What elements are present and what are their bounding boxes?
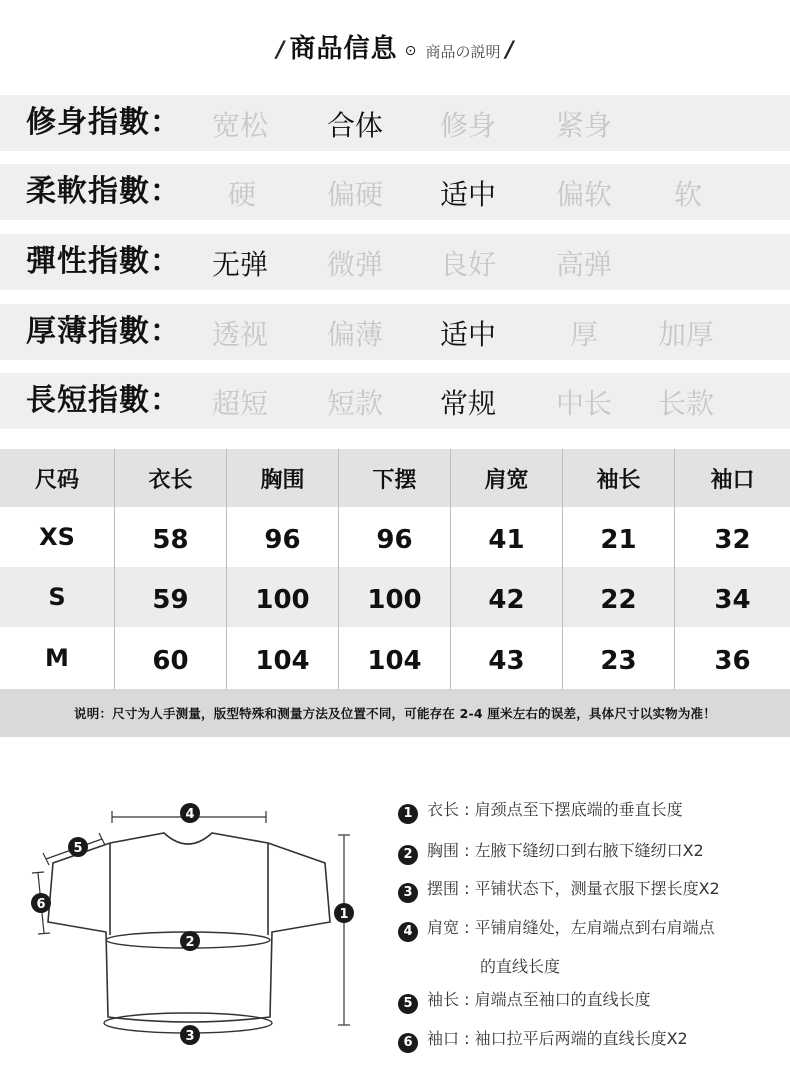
- index-label: 彈性指數：: [26, 244, 181, 279]
- shirt-measurement-diagram: [28, 795, 358, 1060]
- table-cell: 36: [714, 646, 751, 676]
- thickness-index-row: [0, 304, 790, 360]
- table-cell: 43: [451, 627, 563, 689]
- index-label: 厚薄指數：: [26, 314, 181, 349]
- table-cell: 21: [563, 507, 675, 567]
- circle-dot-icon: ⊙: [404, 43, 417, 59]
- index-option-selected: 常规: [440, 387, 497, 420]
- index-option: 高弹: [556, 248, 613, 281]
- marker-4-icon: [180, 803, 200, 823]
- index-option: 软: [674, 178, 703, 211]
- table-cell: 96: [227, 507, 339, 567]
- index-option: 良好: [440, 248, 497, 281]
- table-row: [0, 567, 790, 627]
- table-row: [0, 627, 790, 689]
- index-option: 短款: [327, 387, 384, 420]
- index-option: 修身: [440, 109, 497, 142]
- marker-1-icon: [334, 903, 354, 923]
- number-4-icon: 4: [398, 922, 418, 942]
- page-subtitle: 商品の説明: [425, 43, 501, 61]
- svg-text:5: 5: [73, 841, 83, 856]
- legend-name: 袖长: [427, 990, 460, 1009]
- tshirt-outline-icon: [48, 833, 330, 1022]
- table-cell: 42: [451, 567, 563, 627]
- legend-name: 胸围: [427, 841, 460, 860]
- index-option: 硬: [228, 178, 257, 211]
- index-option-selected: 无弹: [212, 248, 269, 281]
- table-cell: 100: [339, 567, 451, 627]
- index-option: 微弹: [327, 248, 384, 281]
- index-label: 修身指數：: [26, 105, 181, 140]
- svg-text:3: 3: [185, 1029, 195, 1044]
- index-option: 加厚: [658, 318, 715, 351]
- legend-item: 4 肩宽 : 平铺肩缝处，左肩端点到右肩端点 的直线长度: [398, 915, 778, 977]
- page-title: 商品信息: [289, 34, 398, 64]
- table-cell: 32: [714, 525, 751, 555]
- legend-desc: 袖口拉平后两端的直线长度X2: [474, 1029, 688, 1048]
- svg-text:2: 2: [185, 935, 195, 950]
- table-cell: S: [0, 567, 115, 627]
- index-label: 長短指數：: [26, 383, 181, 418]
- table-header-row: [0, 449, 790, 507]
- legend-name: 肩宽: [427, 918, 460, 937]
- legend-desc: 平铺状态下，测量衣服下摆长度X2: [474, 879, 720, 898]
- legend-item: 3 摆围 : 平铺状态下，测量衣服下摆长度X2: [398, 876, 778, 903]
- legend-desc: 肩端点至袖口的直线长度: [474, 990, 651, 1009]
- table-cell: 22: [563, 567, 675, 627]
- table-header-cell: 胸围: [227, 449, 339, 507]
- table-header-cell: 肩宽: [451, 449, 563, 507]
- legend-name: 袖口: [427, 1029, 460, 1048]
- table-header-cell: 袖长: [563, 449, 675, 507]
- table-cell: 58: [115, 507, 227, 567]
- table-cell: M: [0, 627, 115, 689]
- index-label: 柔軟指數：: [26, 174, 181, 209]
- table-cell: 104: [227, 627, 339, 689]
- marker-6-icon: [31, 893, 51, 913]
- index-option: 厚: [570, 318, 599, 351]
- table-header-cell: 衣长: [115, 449, 227, 507]
- page-header: [0, 28, 790, 65]
- legend-item: 2 胸围 : 左腋下缝纫口到右腋下缝纫口X2: [398, 838, 778, 865]
- length-index-row: [0, 373, 790, 429]
- index-option: 长款: [658, 387, 715, 420]
- legend-item: 5 袖长 : 肩端点至袖口的直线长度: [398, 987, 778, 1014]
- number-5-icon: 5: [398, 994, 418, 1014]
- table-cell: 41: [451, 507, 563, 567]
- number-6-icon: 6: [398, 1033, 418, 1053]
- legend-desc: 平铺肩缝处，左肩端点到右肩端点: [474, 918, 715, 937]
- table-cell: 104: [339, 627, 451, 689]
- index-option-selected: 合体: [327, 109, 384, 142]
- index-option: 偏硬: [327, 178, 384, 211]
- marker-3-icon: [180, 1025, 200, 1045]
- elasticity-index-row: [0, 234, 790, 290]
- index-option: 超短: [212, 387, 269, 420]
- table-row: [0, 507, 790, 567]
- legend-desc-continued: 的直线长度: [480, 957, 561, 976]
- index-option: 宽松: [212, 109, 269, 142]
- marker-5-icon: [68, 837, 88, 857]
- legend-desc: 左腋下缝纫口到右腋下缝纫口X2: [474, 841, 704, 860]
- index-option: 透视: [212, 318, 269, 351]
- index-option-selected: 适中: [440, 178, 497, 211]
- table-cell: 60: [115, 627, 227, 689]
- number-2-icon: 2: [398, 845, 418, 865]
- svg-text:1: 1: [339, 907, 349, 922]
- table-cell: 23: [563, 627, 675, 689]
- svg-text:4: 4: [185, 807, 195, 822]
- legend-name: 衣长: [427, 800, 460, 819]
- slash-decor-icon: /: [505, 38, 514, 63]
- table-cell: 59: [115, 567, 227, 627]
- legend-name: 摆围: [427, 879, 460, 898]
- svg-text:6: 6: [36, 897, 46, 912]
- number-3-icon: 3: [398, 883, 418, 903]
- index-option: 偏薄: [327, 318, 384, 351]
- index-option-selected: 适中: [440, 318, 497, 351]
- slash-decor-icon: /: [276, 38, 285, 63]
- table-header-cell: 下摆: [339, 449, 451, 507]
- legend-desc: 肩颈点至下摆底端的垂直长度: [474, 800, 683, 819]
- legend-item: 6 袖口 : 袖口拉平后两端的直线长度X2: [398, 1026, 778, 1053]
- table-header-cell: 尺码: [0, 449, 115, 507]
- softness-index-row: [0, 164, 790, 220]
- table-cell: 34: [714, 585, 751, 615]
- index-option: 中长: [556, 387, 613, 420]
- index-option: 紧身: [556, 109, 613, 142]
- table-header-cell: 袖口: [710, 467, 755, 493]
- index-option: 偏软: [556, 178, 613, 211]
- legend-item: 1 衣长 : 肩颈点至下摆底端的垂直长度: [398, 797, 778, 824]
- table-cell: 100: [227, 567, 339, 627]
- table-cell: XS: [0, 507, 115, 567]
- table-cell: 96: [339, 507, 451, 567]
- fit-index-row: [0, 95, 790, 151]
- measurement-note: 说明：尺寸为人手测量，版型特殊和测量方法及位置不同，可能存在 2-4 厘米左右的误差，具体尺寸以实物为准！: [0, 689, 790, 737]
- marker-2-icon: [180, 931, 200, 951]
- number-1-icon: 1: [398, 804, 418, 824]
